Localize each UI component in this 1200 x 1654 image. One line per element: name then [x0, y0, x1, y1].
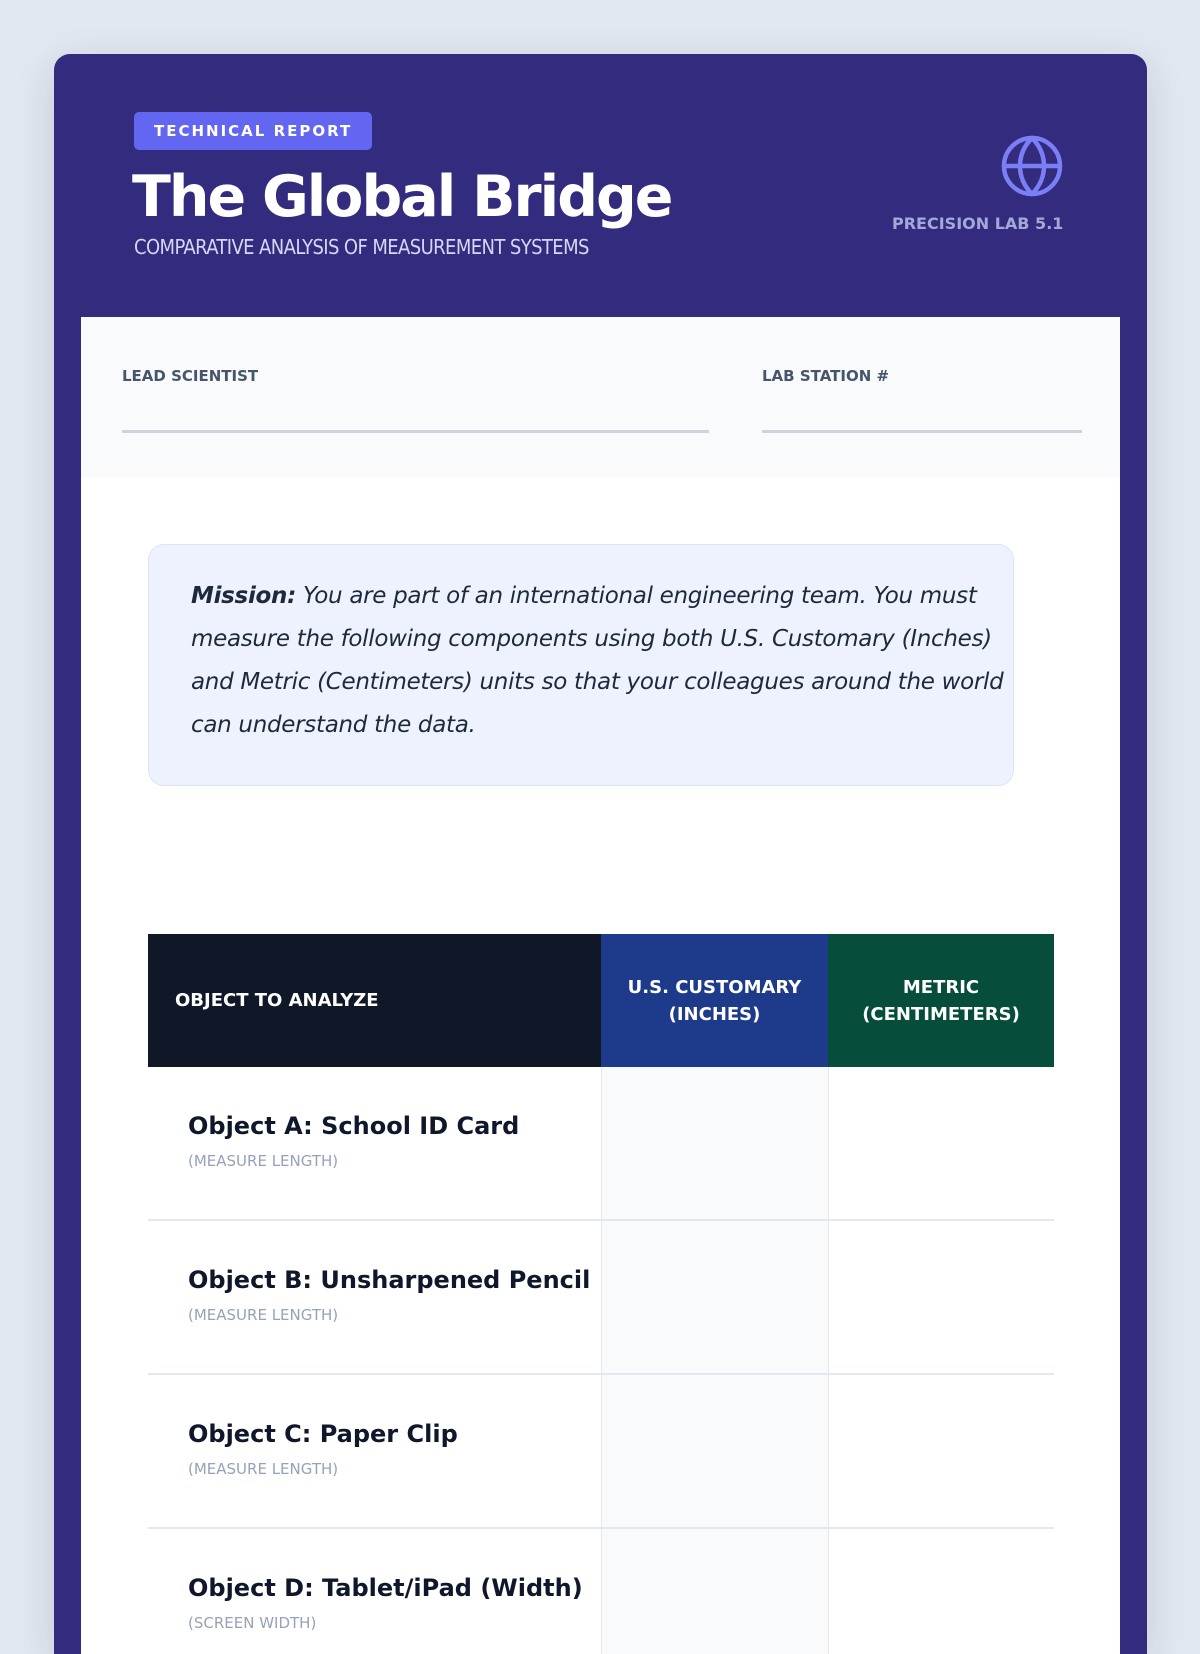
inches-input-cell[interactable]	[601, 1067, 828, 1220]
object-name: Object C: Paper Clip	[188, 1420, 458, 1448]
table-row	[148, 1220, 1054, 1374]
table-row	[148, 1374, 1054, 1528]
object-cell	[148, 1528, 601, 1654]
lab-station-field[interactable]	[762, 430, 1082, 433]
table-header-row	[148, 934, 1054, 1067]
lab-station-label: LAB STATION #	[762, 367, 890, 385]
column-header-centimeters: METRIC (CENTIMETERS)	[828, 934, 1054, 1067]
table-row	[148, 1528, 1054, 1654]
table-row	[148, 1067, 1054, 1220]
column-header-object: OBJECT TO ANALYZE	[148, 934, 601, 1067]
meta-section	[81, 317, 1120, 477]
object-name: Object B: Unsharpened Pencil	[188, 1266, 591, 1294]
object-cell	[148, 1374, 601, 1528]
inches-input-cell[interactable]	[601, 1528, 828, 1654]
lead-scientist-label: LEAD SCIENTIST	[122, 367, 259, 385]
object-instruction: (MEASURE LENGTH)	[188, 1460, 339, 1478]
report-badge: TECHNICAL REPORT	[134, 112, 372, 150]
mission-text: You are part of an international engineering team. You must measure the following components using both U.S. Customary (Inches) and Metric (Centimeters) units so that your colleagues around the world can understand the data.	[191, 583, 1004, 738]
centimeters-input-cell[interactable]	[828, 1220, 1054, 1374]
page-title: The Global Bridge	[132, 164, 672, 230]
lead-scientist-field[interactable]	[122, 430, 709, 433]
measurement-table	[148, 934, 1054, 1654]
mission-lead: Mission:	[191, 583, 297, 609]
inches-input-cell[interactable]	[601, 1374, 828, 1528]
inches-input-cell[interactable]	[601, 1220, 828, 1374]
column-header-inches: U.S. CUSTOMARY (INCHES)	[601, 934, 828, 1067]
object-cell	[148, 1220, 601, 1374]
centimeters-input-cell[interactable]	[828, 1374, 1054, 1528]
mission-box	[148, 544, 1014, 786]
page-subtitle: COMPARATIVE ANALYSIS OF MEASUREMENT SYSTEMS	[134, 235, 589, 259]
globe-icon	[1000, 134, 1064, 198]
object-cell	[148, 1067, 601, 1220]
object-instruction: (SCREEN WIDTH)	[188, 1614, 317, 1632]
object-instruction: (MEASURE LENGTH)	[188, 1152, 339, 1170]
centimeters-input-cell[interactable]	[828, 1528, 1054, 1654]
object-name: Object D: Tablet/iPad (Width)	[188, 1574, 583, 1602]
object-instruction: (MEASURE LENGTH)	[188, 1306, 339, 1324]
report-card	[54, 54, 1147, 1654]
centimeters-input-cell[interactable]	[828, 1067, 1054, 1220]
worksheet-body	[81, 477, 1120, 1654]
lab-identifier: PRECISION LAB 5.1	[892, 214, 1064, 233]
object-name: Object A: School ID Card	[188, 1112, 520, 1140]
